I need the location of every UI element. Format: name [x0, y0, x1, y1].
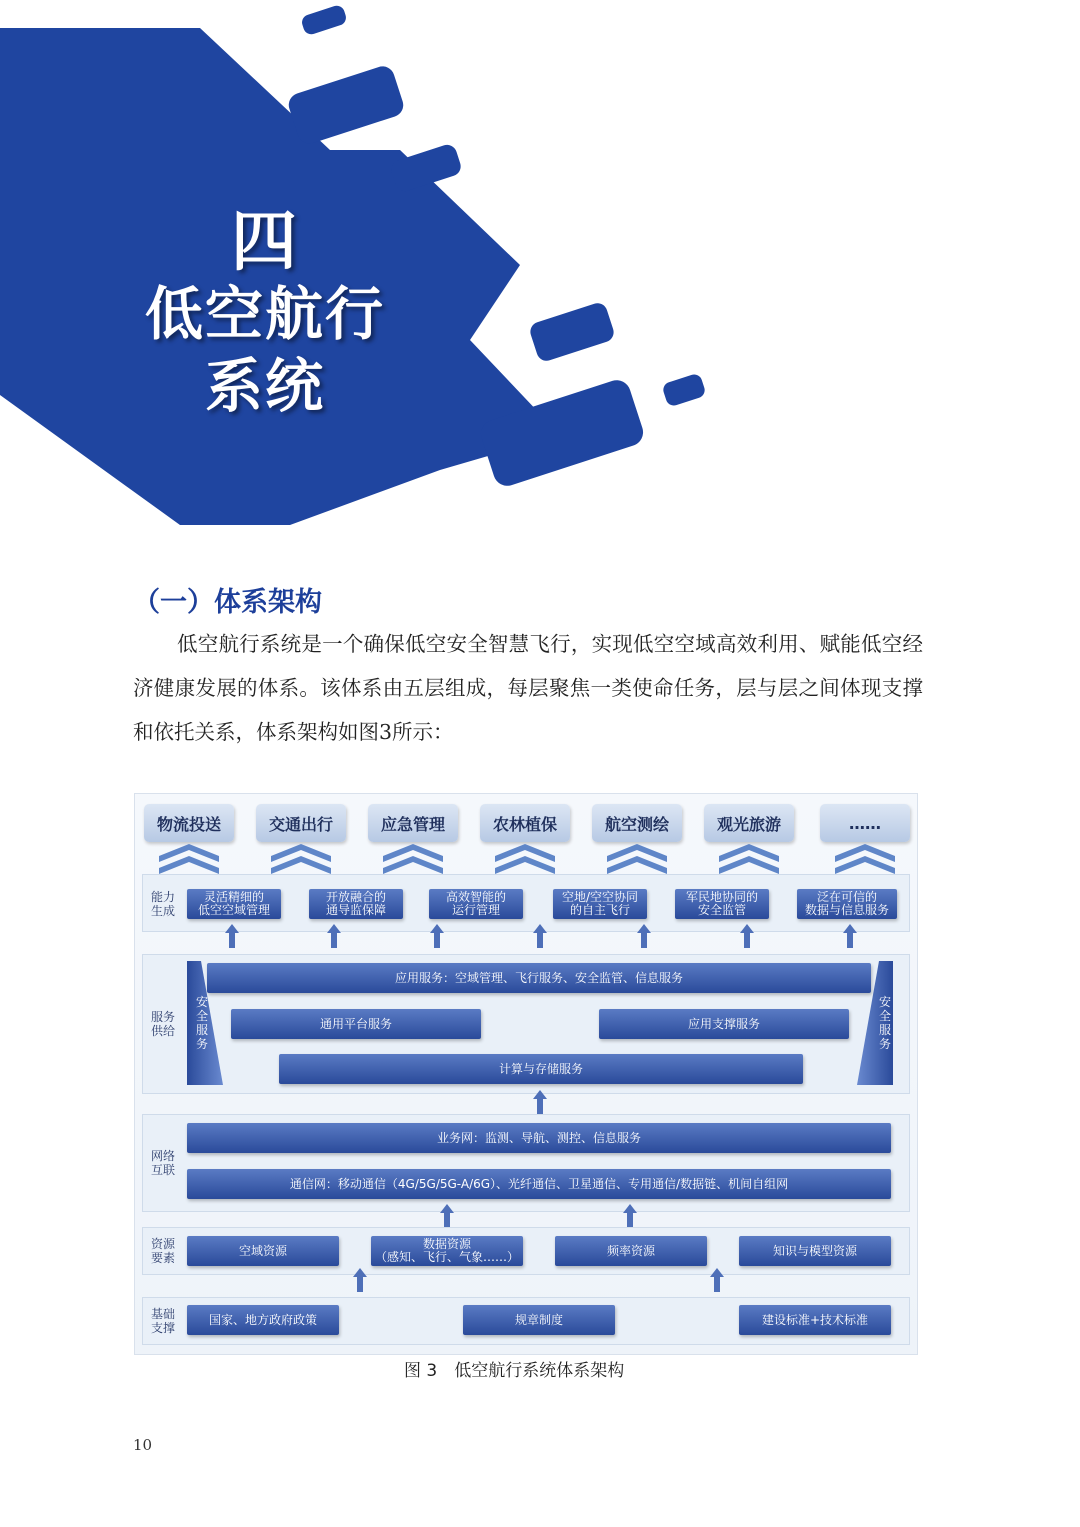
foundation-box-regulations: 规章制度 — [463, 1305, 615, 1335]
chapter-banner-graphic — [0, 0, 720, 540]
chevron-up-icon — [271, 844, 331, 874]
arrow-up-icon — [430, 924, 444, 948]
security-label-right: 安全服务 — [878, 995, 891, 1051]
layer-label-foundation: 基础 支撑 — [150, 1307, 175, 1335]
arrow-up-icon — [637, 924, 651, 948]
chapter-number: 四 — [231, 203, 299, 280]
capability-box-safety: 军民地协同的 安全监管 — [675, 889, 769, 919]
chapter-title — [130, 278, 400, 422]
app-box-agriculture: 农林植保 — [480, 804, 570, 842]
app-box-survey: 航空测绘 — [592, 804, 682, 842]
resource-box-knowledge: 知识与模型资源 — [739, 1236, 891, 1266]
network-box-business: 业务网：监测、导航、测控、信息服务 — [187, 1123, 891, 1153]
layer-network — [142, 1114, 910, 1212]
foundation-box-policy: 国家、地方政府政策 — [187, 1305, 339, 1335]
chevron-up-icon — [719, 844, 779, 874]
layer-label-capability: 能力 生成 — [150, 890, 175, 918]
chevron-up-icon — [159, 844, 219, 874]
app-box-emergency: 应急管理 — [368, 804, 458, 842]
capability-box-operation: 高效智能的 运行管理 — [429, 889, 523, 919]
arrow-up-icon — [533, 924, 547, 948]
arrow-up-icon — [623, 1204, 637, 1228]
app-box-logistics: 物流投送 — [144, 804, 234, 842]
service-box-platform: 通用平台服务 — [231, 1009, 481, 1039]
layer-label-resources: 资源 要素 — [150, 1237, 175, 1265]
arrow-up-icon — [225, 924, 239, 948]
arrow-up-icon — [327, 924, 341, 948]
layer-foundation — [142, 1297, 910, 1345]
layer-capability — [142, 874, 910, 932]
arrow-up-icon — [353, 1268, 367, 1292]
layer-resources — [142, 1227, 910, 1275]
chevron-up-icon — [495, 844, 555, 874]
arrow-up-icon — [843, 924, 857, 948]
service-box-compute: 计算与存储服务 — [279, 1054, 803, 1084]
capability-box-data: 泛在可信的 数据与信息服务 — [797, 889, 897, 919]
resource-box-frequency: 频率资源 — [555, 1236, 707, 1266]
arrow-up-icon — [533, 1090, 547, 1114]
layer-label-service: 服务 供给 — [150, 1010, 175, 1038]
security-label-left: 安全服务 — [195, 995, 208, 1051]
app-box-tourism: 观光旅游 — [704, 804, 794, 842]
chapter-title-line2: 系统 — [204, 352, 325, 420]
arrow-up-icon — [710, 1268, 724, 1292]
page-number: 10 — [133, 1436, 153, 1454]
body-paragraph: 低空航行系统是一个确保低空安全智慧飞行，实现低空空域高效利用、赋能低空经济健康发展的体系。该体系由五层组成，每层聚焦一类使命任务，层与层之间体现支撑和依托关系，体系架构如图3所示： — [133, 632, 923, 744]
layer-label-network: 网络 互联 — [150, 1149, 175, 1177]
chapter-title-line1: 低空航行 — [144, 280, 385, 348]
chevron-up-icon — [607, 844, 667, 874]
arrow-up-icon — [740, 924, 754, 948]
resource-box-airspace: 空域资源 — [187, 1236, 339, 1266]
app-box-transport: 交通出行 — [256, 804, 346, 842]
layer-service — [142, 954, 910, 1094]
service-box-application: 应用服务：空域管理、飞行服务、安全监管、信息服务 — [207, 963, 871, 993]
chevron-up-icon — [383, 844, 443, 874]
figure-caption: 图 3 低空航行系统体系架构 — [404, 1361, 625, 1381]
service-box-support: 应用支撑服务 — [599, 1009, 849, 1039]
architecture-diagram — [134, 793, 918, 1355]
network-box-communication: 通信网：移动通信（4G/5G/5G-A/6G）、光纤通信、卫星通信、专用通信/数据链、机间自组网 — [187, 1169, 891, 1199]
section-heading: （一）体系架构 — [133, 587, 322, 618]
app-box-more: …… — [820, 804, 910, 842]
capability-box-airspace: 灵活精细的 低空空域管理 — [187, 889, 281, 919]
arrow-up-icon — [440, 1204, 454, 1228]
capability-box-cns: 开放融合的 通导监保障 — [309, 889, 403, 919]
capability-box-autonomous: 空地/空空协同 的自主飞行 — [553, 889, 647, 919]
chevron-up-icon — [835, 844, 895, 874]
foundation-box-standards: 建设标准+技术标准 — [739, 1305, 891, 1335]
resource-box-data: 数据资源 （感知、飞行、气象……） — [371, 1236, 523, 1266]
